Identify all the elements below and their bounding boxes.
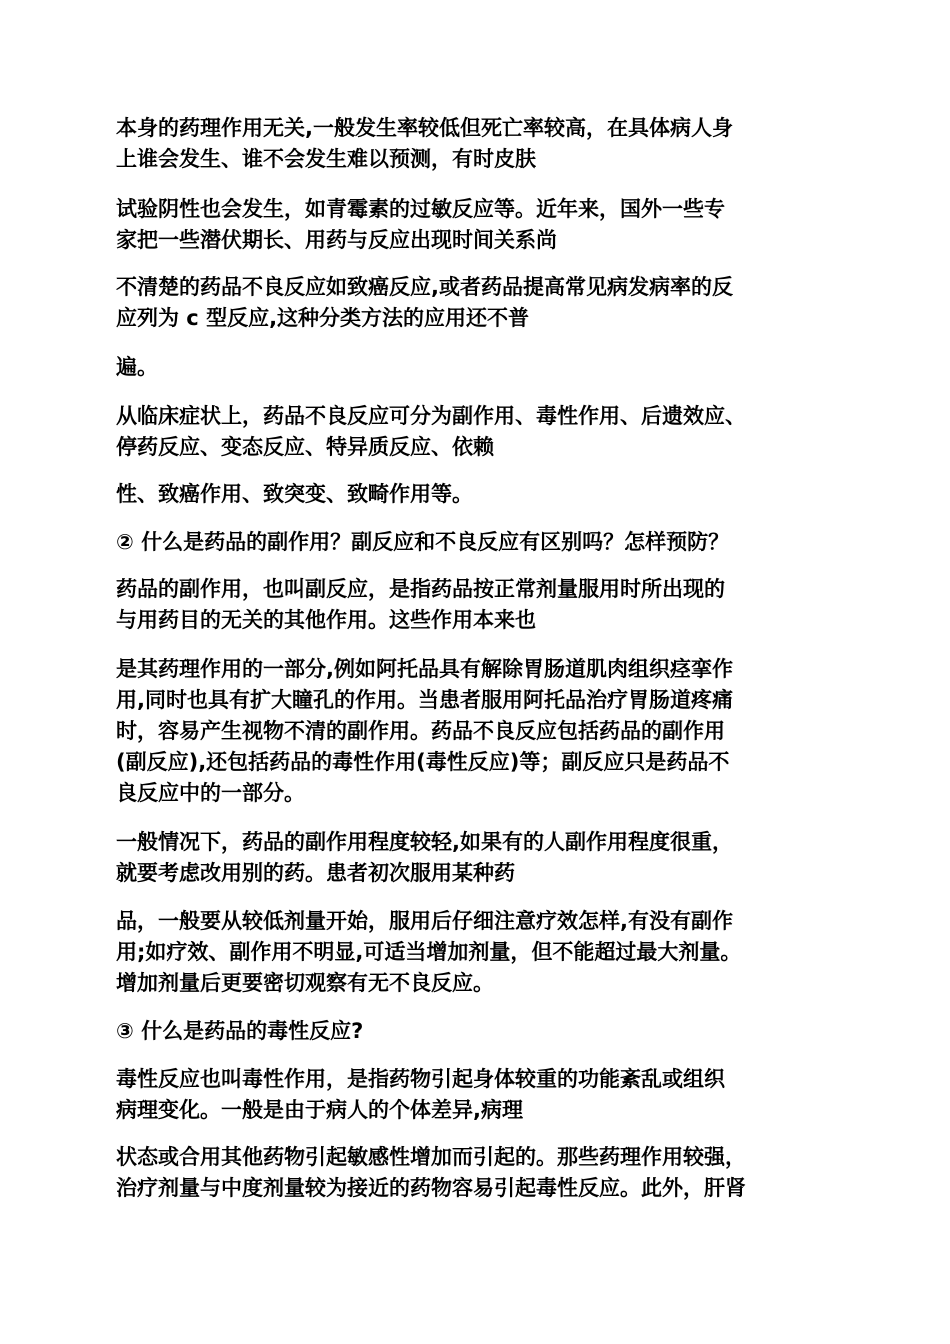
- paragraph-4: [116, 352, 838, 383]
- section-heading-3: [116, 1016, 838, 1047]
- paragraph-1: [116, 113, 838, 175]
- text-line: 应列为 c 型反应,这种分类方法的应用还不普: [116, 306, 530, 330]
- text-line: 家把一些潜伏期长、用药与反应出现时间关系尚: [116, 228, 557, 252]
- text-line: 用;如疗效、副作用不明显,可适当增加剂量，但不能超过最大剂量。: [116, 940, 742, 964]
- text-line: 上谁会发生、谁不会发生难以预测，有时皮肤: [116, 147, 536, 171]
- text-line: 毒性反应也叫毒性作用，是指药物引起身体较重的功能紊乱或组织: [116, 1067, 725, 1091]
- text-line: 停药反应、变态反应、特异质反应、依赖: [116, 435, 494, 459]
- paragraph-3: [116, 272, 838, 334]
- text-line: 病理变化。一般是由于病人的个体差异,病理: [116, 1098, 523, 1122]
- text-line: 与用药目的无关的其他作用。这些作用本来也: [116, 608, 536, 632]
- paragraph-2: [116, 194, 838, 256]
- text-line: 不清楚的药品不良反应如致癌反应,或者药品提高常见病发病率的反: [116, 275, 733, 299]
- text-line: 遍。: [116, 355, 158, 379]
- text-line: 良反应中的一部分。: [116, 781, 305, 805]
- paragraph-7: [116, 574, 838, 636]
- text-line: 是其药理作用的一部分,例如阿托品具有解除胃肠道肌肉组织痉挛作: [116, 657, 733, 681]
- text-line: ③ 什么是药品的毒性反应?: [116, 1019, 364, 1043]
- paragraph-12: [116, 1142, 838, 1204]
- text-line: ② 什么是药品的副作用？副反应和不良反应有区别吗？怎样预防？: [116, 530, 730, 554]
- text-line: 用,同时也具有扩大瞳孔的作用。当患者服用阿托品治疗胃肠道疼痛: [116, 688, 733, 712]
- paragraph-11: [116, 1064, 838, 1126]
- text-line: (副反应),还包括药品的毒性作用(毒性反应)等；副反应只是药品不: [116, 750, 730, 774]
- text-line: 增加剂量后更要密切观察有无不良反应。: [116, 971, 494, 995]
- text-line: 从临床症状上，药品不良反应可分为副作用、毒性作用、后遗效应、: [116, 404, 746, 428]
- paragraph-8: [116, 654, 838, 809]
- paragraph-10: [116, 906, 838, 999]
- text-line: 本身的药理作用无关,一般发生率较低但死亡率较高，在具体病人身: [116, 116, 733, 140]
- text-line: 品，一般要从较低剂量开始，服用后仔细注意疗效怎样,有没有副作: [116, 909, 733, 933]
- text-line: 药品的副作用，也叫副反应，是指药品按正常剂量服用时所出现的: [116, 577, 725, 601]
- paragraph-6: [116, 479, 838, 510]
- text-line: 状态或合用其他药物引起敏感性增加而引起的。那些药理作用较强，: [116, 1145, 746, 1169]
- text-line: 试验阴性也会发生，如青霉素的过敏反应等。近年来，国外一些专: [116, 197, 725, 221]
- text-line: 一般情况下，药品的副作用程度较轻,如果有的人副作用程度很重，: [116, 830, 733, 854]
- section-heading-2: [116, 527, 838, 558]
- text-line: 时，容易产生视物不清的副作用。药品不良反应包括药品的副作用: [116, 719, 725, 743]
- text-line: 性、致癌作用、致突变、致畸作用等。: [116, 482, 473, 506]
- text-line: 就要考虑改用别的药。患者初次服用某种药: [116, 861, 515, 885]
- paragraph-9: [116, 827, 838, 889]
- text-line: 治疗剂量与中度剂量较为接近的药物容易引起毒性反应。此外，肝肾: [116, 1176, 746, 1200]
- paragraph-5: [116, 401, 838, 463]
